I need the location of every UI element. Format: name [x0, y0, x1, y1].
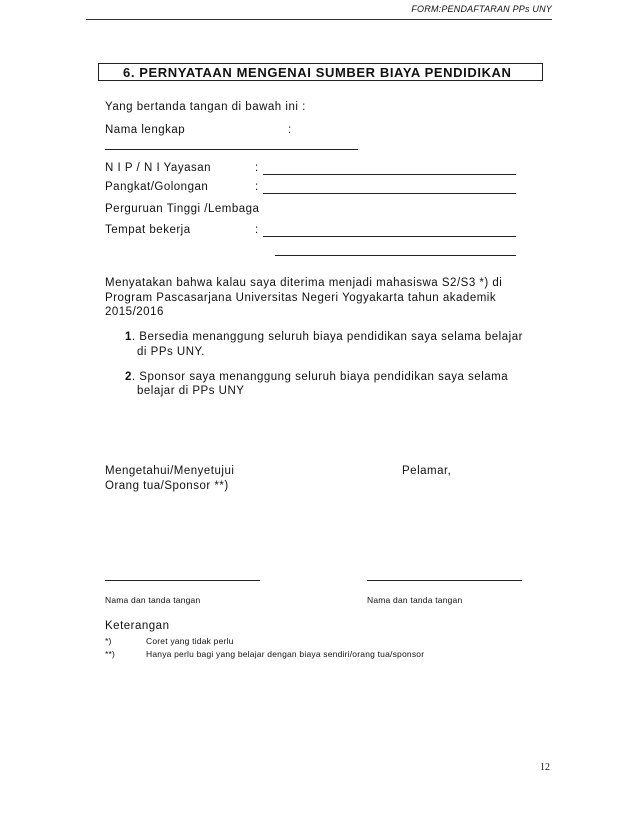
field-label-nip: N I P / N I Yayasan	[105, 162, 212, 174]
note-1-mark: *)	[105, 636, 112, 646]
header-rule	[86, 19, 552, 20]
option-2-number: 2	[125, 371, 132, 383]
option-1-text: . Bersedia menanggung seluruh biaya pendidikan saya selama belajar	[131, 331, 523, 343]
signature-line-right[interactable]	[367, 580, 522, 581]
option-1-number: 1	[125, 331, 132, 343]
field-sep-nip: :	[255, 162, 259, 174]
field-line-pangkat[interactable]	[263, 193, 516, 194]
field-label-tempat: Tempat bekerja	[105, 224, 191, 236]
field-sep-pangkat: :	[255, 181, 259, 193]
field-line-tempat-2[interactable]	[275, 255, 516, 256]
field-label-perguruan: Perguruan Tinggi /Lembaga	[105, 203, 260, 215]
intro-text: Yang bertanda tangan di bawah ini :	[105, 101, 306, 113]
field-line-nama[interactable]	[105, 149, 358, 150]
statement-line-3: 2015/2016	[105, 306, 164, 318]
option-2-text: . Sponsor saya menanggung seluruh biaya pendidikan saya selama	[131, 371, 509, 383]
option-2	[125, 371, 508, 383]
signature-caption-left: Nama dan tanda tangan	[105, 595, 201, 605]
field-label-pangkat: Pangkat/Golongan	[105, 181, 209, 193]
field-line-nip[interactable]	[263, 174, 516, 175]
option-1-line-2: di PPs UNY.	[137, 346, 205, 358]
notes-title: Keterangan	[105, 620, 170, 632]
note-2-mark: **)	[105, 649, 116, 659]
note-2-text: Hanya perlu bagi yang belajar dengan biaya sendiri/orang tua/sponsor	[146, 649, 425, 659]
field-label-nama: Nama lengkap	[105, 124, 186, 136]
form-header: FORM:PENDAFTARAN PPs UNY	[411, 4, 552, 14]
field-sep-nama: :	[288, 124, 292, 136]
signature-left-title: Mengetahui/Menyetujui	[105, 465, 235, 477]
field-sep-tempat: :	[255, 224, 259, 236]
note-1-text: Coret yang tidak perlu	[146, 636, 234, 646]
signature-left-subtitle: Orang tua/Sponsor **)	[105, 480, 229, 492]
option-2-line-2: belajar di PPs UNY	[137, 385, 245, 397]
page-number: 12	[540, 762, 550, 773]
signature-caption-right: Nama dan tanda tangan	[367, 595, 463, 605]
option-1	[125, 331, 523, 343]
statement-line-1: Menyatakan bahwa kalau saya diterima menjadi mahasiswa S2/S3 *) di	[105, 277, 503, 289]
statement-line-2: Program Pascasarjana Universitas Negeri Yogyakarta tahun akademik	[105, 292, 497, 304]
signature-right-title: Pelamar,	[402, 465, 452, 477]
field-line-tempat-1[interactable]	[263, 236, 516, 237]
signature-line-left[interactable]	[105, 580, 260, 581]
section-title: 6. PERNYATAAN MENGENAI SUMBER BIAYA PENDIDIKAN	[98, 63, 543, 81]
